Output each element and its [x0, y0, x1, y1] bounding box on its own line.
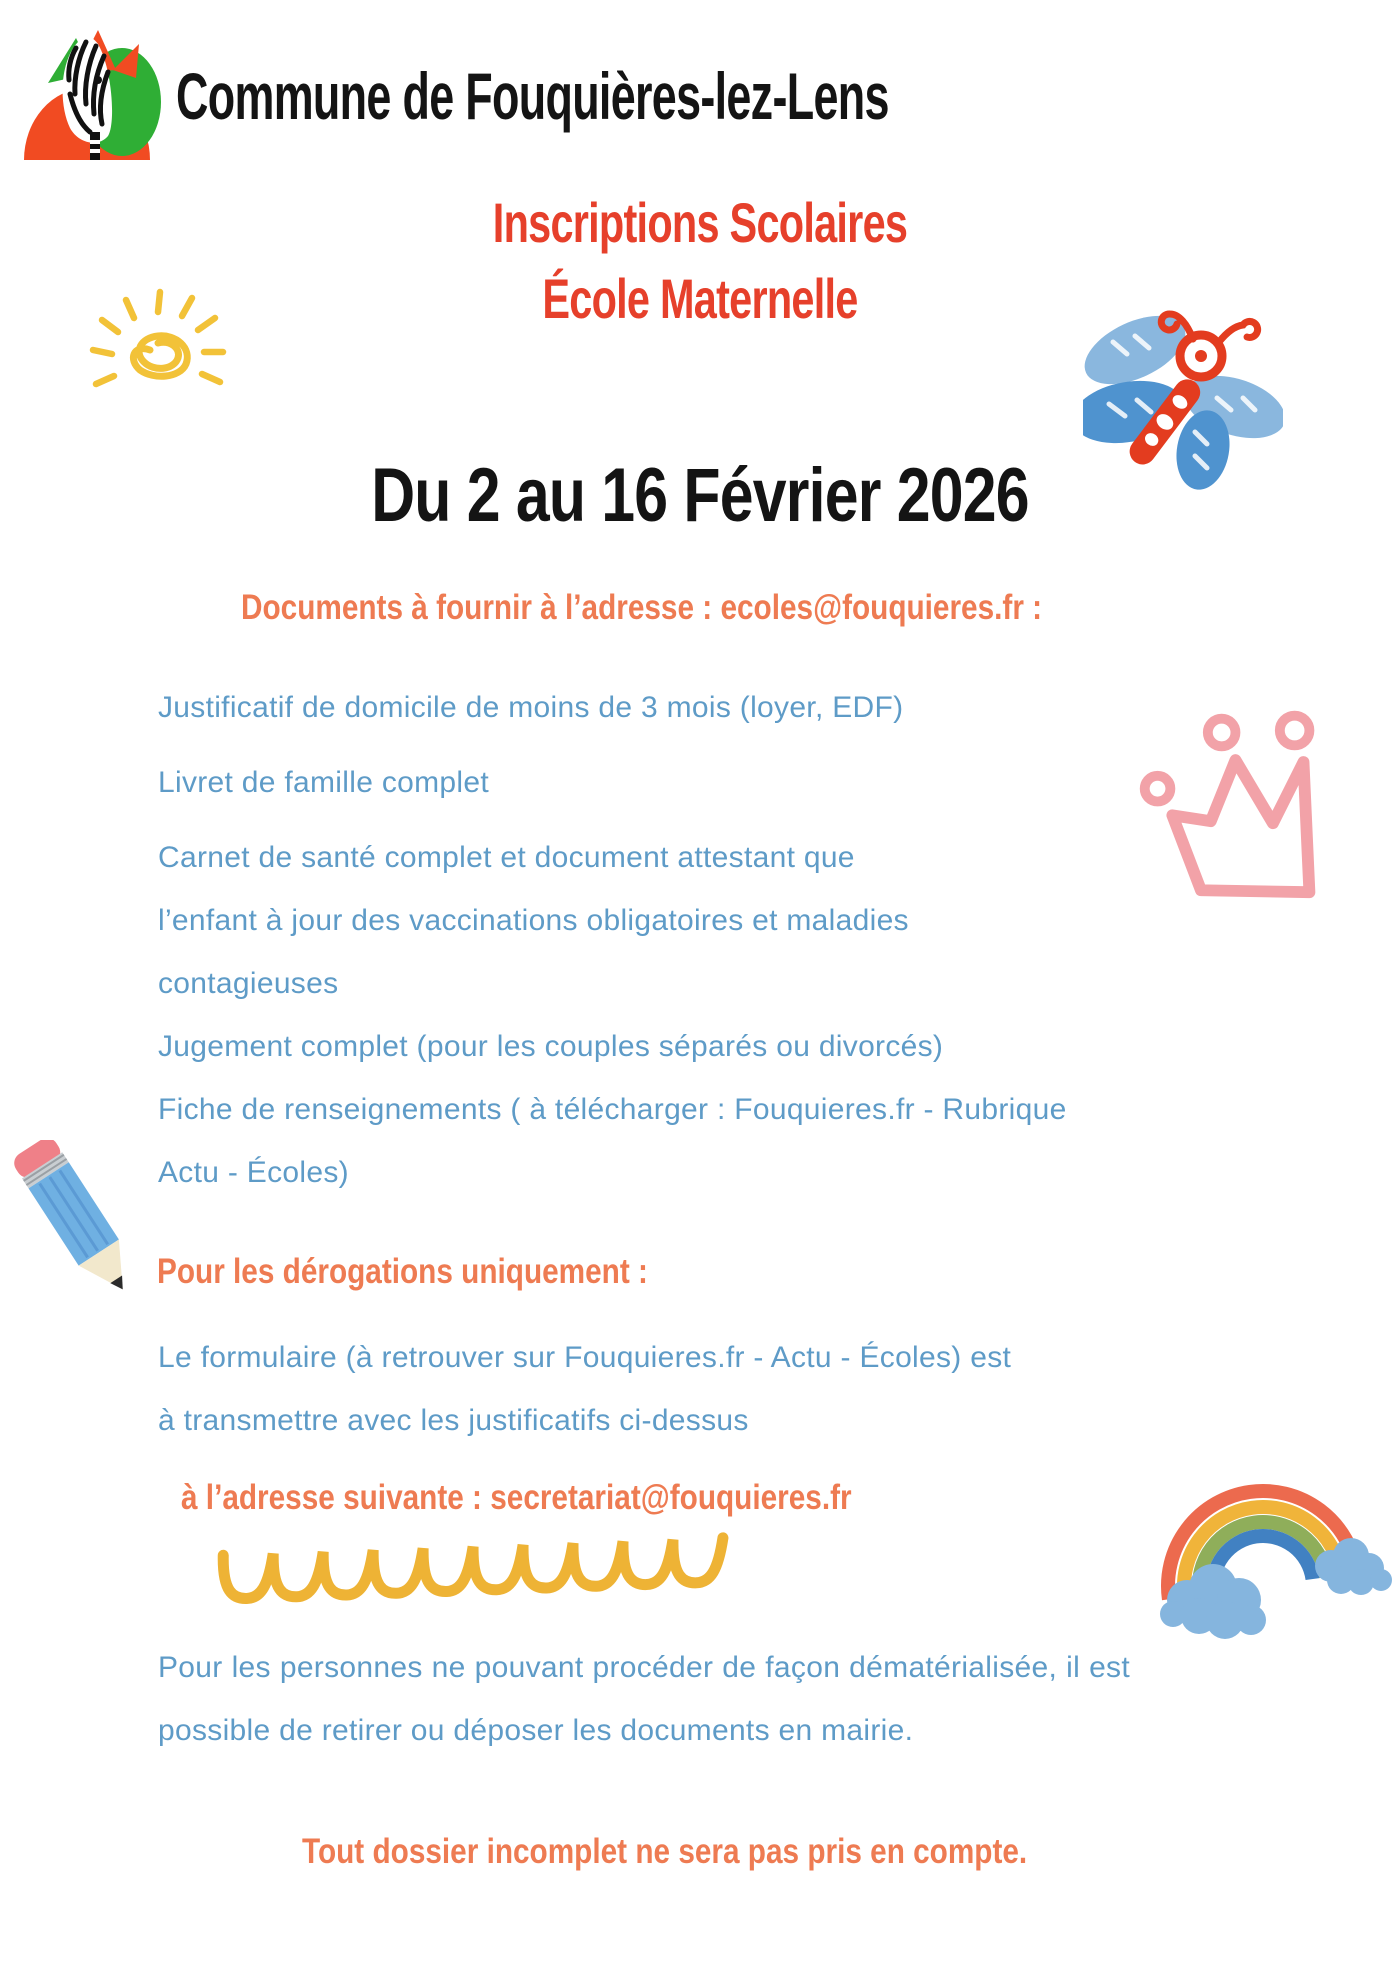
documents-heading: Documents à fournir à l’adresse : ecoles@fouquieres.fr : — [241, 588, 1043, 627]
list-item: Fiche de renseignements ( à télécharger : Fouquieres.fr - Rubrique Actu - Écoles) — [158, 1093, 1067, 1189]
derogations-body: Le formulaire (à retrouver sur Fouquieres.fr - Actu - Écoles) est à transmettre avec les justificatifs ci-dessus — [158, 1341, 1012, 1437]
pencil-icon — [5, 1140, 135, 1340]
address-line: à l’adresse suivante : secretariat@fouquieres.fr — [181, 1478, 852, 1517]
warning-note: Tout dossier incomplet ne sera pas pris en compte. — [302, 1832, 1028, 1871]
rainbow-icon — [1135, 1438, 1395, 1643]
page-title — [176, 58, 1400, 134]
list-item: Justificatif de domicile de moins de 3 mois (loyer, EDF) — [158, 691, 904, 724]
subtitle-inscriptions: Inscriptions Scolaires — [492, 191, 908, 254]
date-range-heading: Du 2 au 16 Février 2026 — [371, 453, 1029, 538]
crown-icon — [1126, 695, 1338, 907]
in-person-note: Pour les personnes ne pouvant procéder de façon dématérialisée, il est possible de retirer ou déposer les documents en mairie. — [158, 1651, 1130, 1747]
municipality-name: Commune de Fouquières-lez-Lens — [176, 59, 889, 133]
documents-list — [158, 676, 1067, 1204]
list-item: Jugement complet (pour les couples séparés ou divorcés) — [158, 1030, 944, 1063]
list-item: Livret de famille complet — [158, 766, 489, 799]
subtitle-maternelle: École Maternelle — [542, 267, 858, 330]
list-item: Carnet de santé complet et document attestant que l’enfant à jour des vaccinations obligatoires et maladies contagieuses — [158, 841, 909, 1000]
zebra-logo-icon — [18, 28, 168, 163]
sun-icon — [88, 282, 228, 417]
squiggle-underline-icon — [209, 1522, 771, 1621]
derogations-heading: Pour les dérogations uniquement : — [157, 1252, 648, 1291]
commune-logo — [18, 28, 168, 163]
